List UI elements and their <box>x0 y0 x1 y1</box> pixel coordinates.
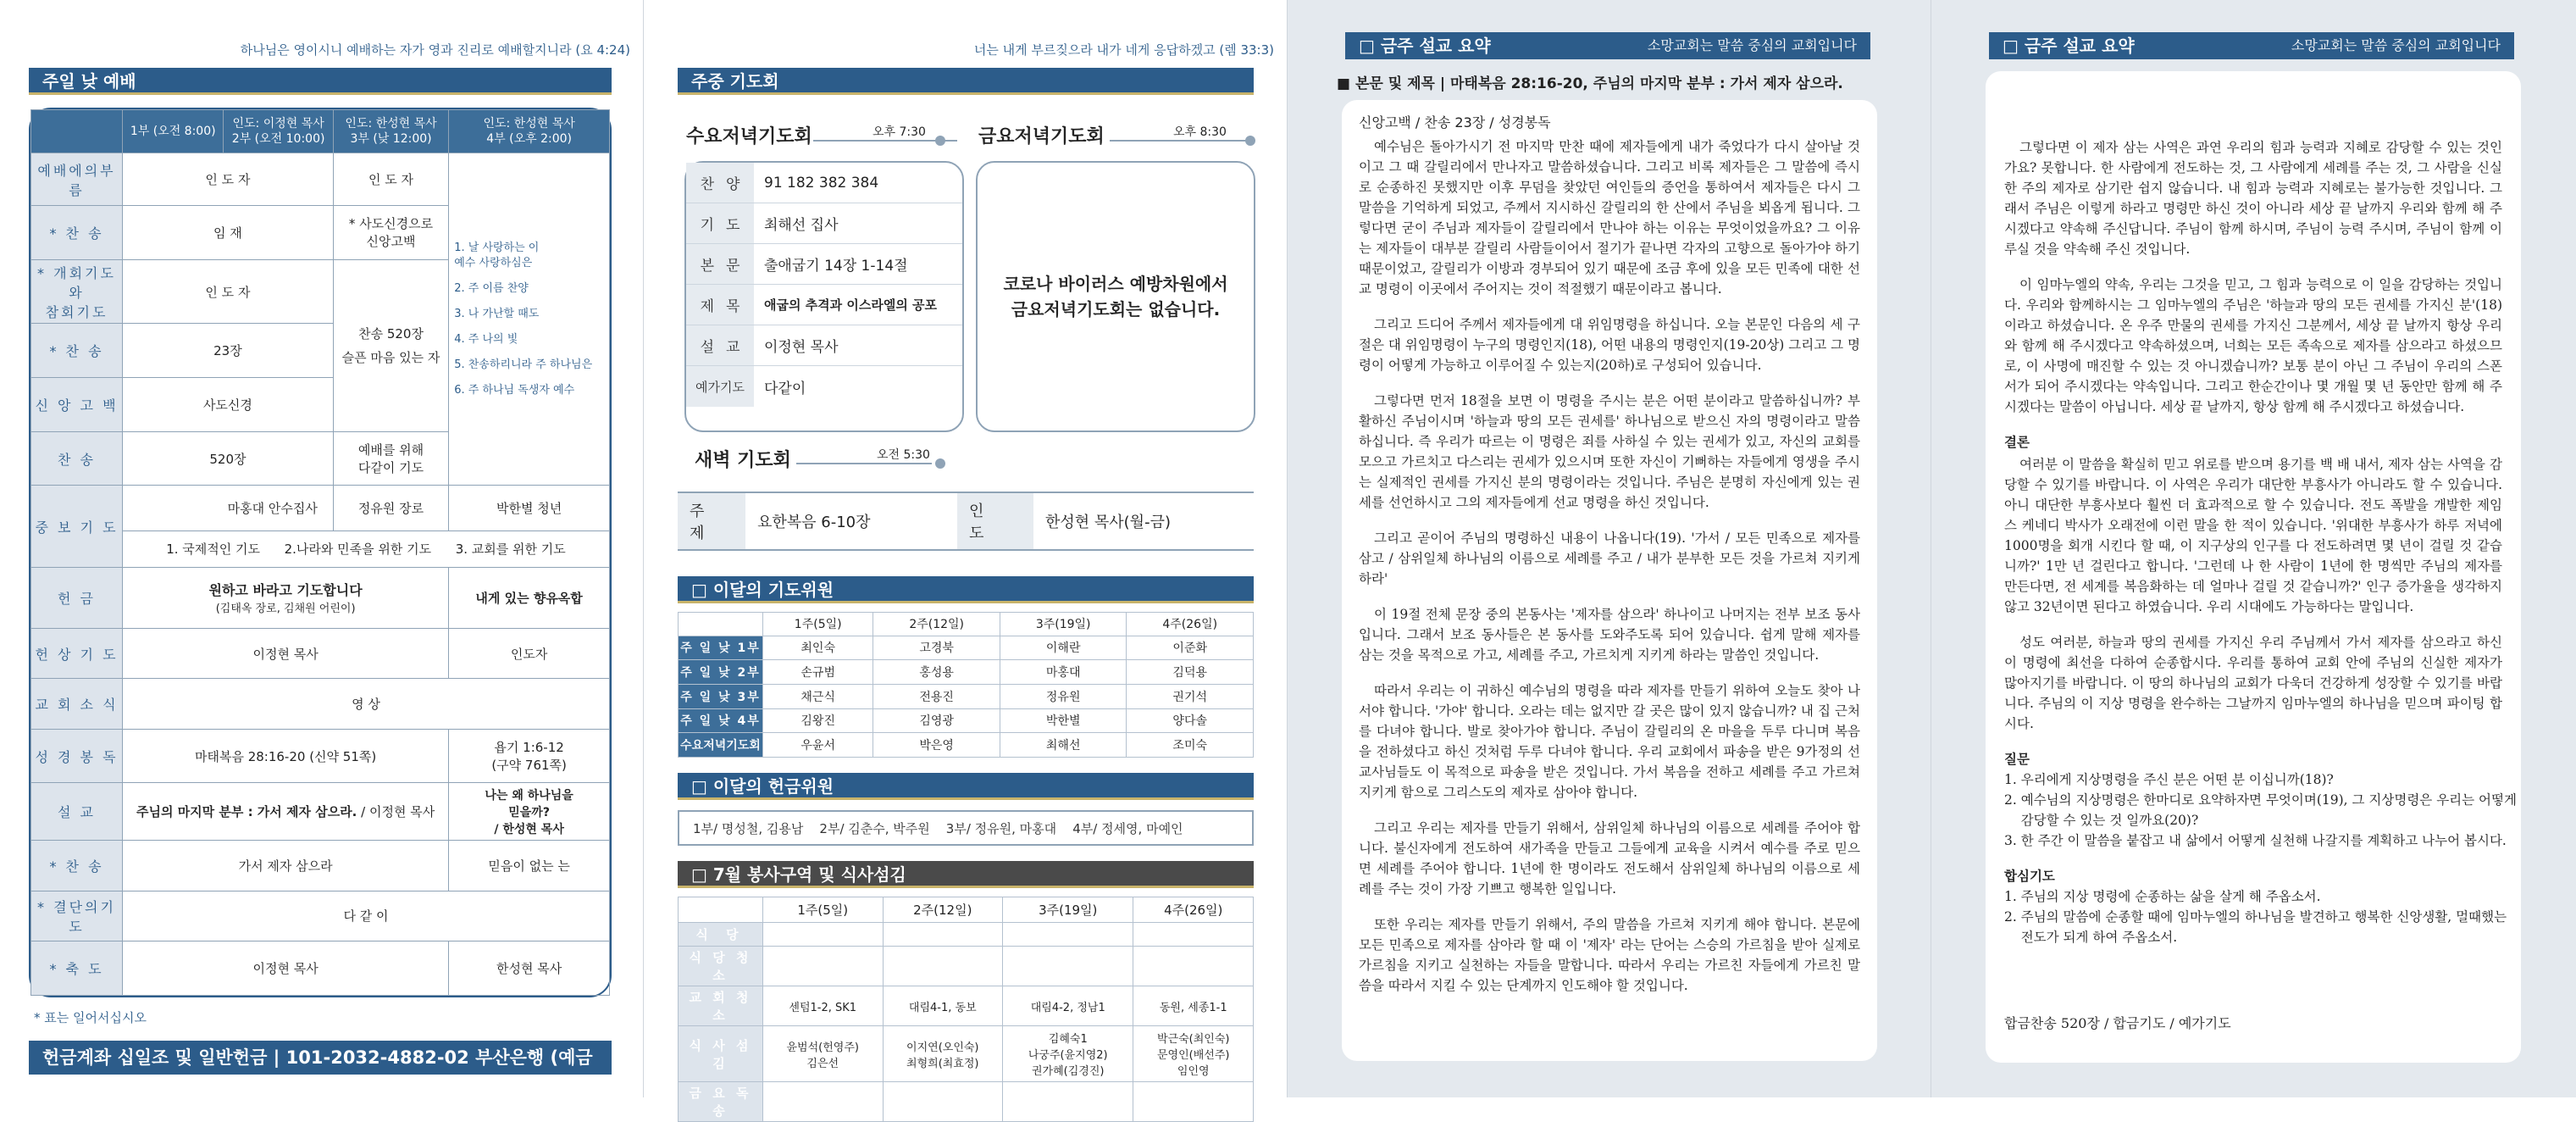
cell: 영 상 <box>123 679 610 730</box>
dawn-leader-label: 인 도 <box>957 493 1033 549</box>
sermon-paragraphs <box>2004 137 2517 947</box>
ph: 3주(19일) <box>1000 613 1127 636</box>
table-row <box>679 923 1254 947</box>
paragraph: 예수님은 돌아가시기 전 마지막 만찬 때에 제자들에게 내가 죽었다가 다시 살아날 것이고 그 때 갈릴리에서 만나자고 말씀하셨습니다. 그리고 비록 제자들은 그 말씀에 즉시로 순종하진 못했지만 이후 무덤을 찾았던 여인들의 증언을 통하여서 제자들은 다시 그 말씀을 기억하게 되었고, 주께서 지시하신 갈릴리의 한 산에서 주님을 뵈옵게 됩니다. 그렇다면 굳이 주님과 제자들이 갈릴리에서 만나야 하는 이유는 무엇이었을까요? 그 이유는 제자들이 대부분 갈릴리 사람들이어서 절기가 끝나면 각자의 고향으로 돌아가야 하기 때문이었고, 갈릴리가 이방과 경부되어 있기 때문에 조금 후에 있을 모든 민족에 대한 선교 명령이 이곳에서 주어지는 것이 적절했기 때문이라고 봅니다. <box>1359 139 1860 297</box>
cell: 인 도 자 <box>123 259 334 324</box>
closing-prayer: 2. 주님의 말씀에 순종할 때에 임마누엘의 하나님을 발견하고 행복한 신앙생활, 멀때했는 <box>2004 909 2507 925</box>
row-label: 헌 금 <box>31 567 123 628</box>
cell: 가서 제자 삼으라 <box>123 841 449 891</box>
offering-sub: (김태옥 장로, 김채원 어린이) <box>215 603 356 616</box>
fri-title: 금요저녁기도회 <box>978 126 1105 147</box>
sermon-header-motto: 소망교회는 말씀 중심의 교회입니다 <box>2291 37 2501 53</box>
cell: 박근숙(최인숙) 문영인(배선주) 임인영 <box>1133 1026 1254 1082</box>
row-label: * 찬 송 <box>31 205 123 259</box>
cell: 김영광 <box>873 708 1000 733</box>
sermon-title: 주님의 마지막 분부 : 가서 제자 삼으라. <box>136 804 357 820</box>
cell: 정유원 장로 <box>333 486 448 530</box>
cell: 나는 왜 하나님을 믿을까? / 한성현 목사 <box>449 783 610 841</box>
note: 6. 주 하나님 독생자 예수 <box>454 383 575 397</box>
wed-row <box>686 285 962 325</box>
table-row <box>679 1082 1254 1122</box>
sermon-header-title: □ 금주 설교 요약 <box>1359 36 1491 56</box>
ph: 4주(26일) <box>1127 613 1254 636</box>
row-label: * 개회기도와 참회기도 <box>31 259 123 324</box>
cell: 권기석 <box>1127 684 1254 708</box>
offering-hymn: 원하고 바라고 기도합니다 <box>208 582 363 599</box>
paragraph: 여러분 이 말씀을 확실히 믿고 위로를 받으며 용기를 백 배 내서, 제자 삼는 사역을 감당할 수 있기를 바랍니다. 이 사역은 우리가 대단한 부흥사가 아니라도 할 수 있습니다. 아니 대단한 부흥사보다 훨씬 더 효과적으로 할 수 있습니다. 전도 폭발을 개발한 제임스 케네디 박사가 오래전에 이런 말을 한 적이 있습니다. '위대한 부흥사가 하루 저녁에 1000명을 회개 시킨다 할 때, 이 지구상의 인구를 다 전도하려면 몇 년이 걸릴 것 같습니까?' 1만 년 걸린다고 합니다. '그런데 나 한 사람이 1년에 한 명씩만 주님의 제자를 만든다면, 전 세계를 복음화하는 데 얼마나 걸릴 것 같습니까?' 인구 증가율을 생각하지 않고 32년이면 된다고 하였습니다. 우리 시대에도 가능하다는 말입니다. <box>2004 457 2502 614</box>
dawn-dot <box>935 458 945 469</box>
conclusion-title: 결론 <box>2004 434 2030 450</box>
cell <box>1003 947 1133 986</box>
sermon-body-2 <box>1986 71 2521 1063</box>
fri-notice-box <box>976 161 1255 432</box>
row-label: 금 요 독 송 <box>679 1082 763 1122</box>
paragraph: 그리고 곧이어 주님의 명령하신 내용이 나옵니다(19). '가서 / 모든 민족으로 제자를 삼고 / 삼위일체 하나님의 이름으로 세례를 주고 / 내가 분부한 모든 것을 가르쳐 지키게 하라' <box>1359 530 1860 586</box>
row-label: * 찬 송 <box>31 324 123 378</box>
cell: 23장 <box>123 324 334 378</box>
sermon-preacher: / 이정현 목사 <box>357 804 435 820</box>
wed-key: 설교 <box>686 325 754 365</box>
wed-row <box>686 244 962 285</box>
cell: 양다솔 <box>1127 708 1254 733</box>
wed-value: 이정현 목사 <box>764 339 839 356</box>
cell <box>1133 923 1254 947</box>
cell: 마홍대 <box>1000 660 1127 685</box>
panel-sermon-summary-2 <box>1931 0 2576 1097</box>
wed-value: 애굽의 추격과 이스라엘의 공포 <box>764 297 938 313</box>
paragraph: 그리고 우리는 제자를 만들기 위해서, 삼위일체 하나님의 이름으로 세례를 주어야 합니다. 불신자에게 전도하여 새가족을 만들고 그들에게 교육을 시켜서 예수를 주로 믿으면 세례를 주어야 합니다. 1년에 한 명이라도 전도해서 삼위일체 하나님의 이름으로 세례를 주는 것이 가장 기쁘고 행복한 일입니다. <box>1359 820 1860 897</box>
dawn-rule <box>796 463 932 464</box>
wed-row <box>686 325 962 366</box>
cell: 김혜숙1 나궁주(윤지영2) 권가혜(김경진) <box>1003 1026 1133 1082</box>
cell: 인 도 자 <box>333 153 448 206</box>
cell <box>883 947 1003 986</box>
row-label: 식 사 섬 김 <box>679 1026 763 1082</box>
cell: 전용진 <box>873 684 1000 708</box>
cell: * 사도신경으로 신앙고백 <box>333 205 448 259</box>
cell <box>883 1082 1003 1122</box>
service-table <box>678 897 1254 1119</box>
row-label: 교 회 청 소 <box>679 986 763 1026</box>
sh: 1주(5일) <box>763 897 884 923</box>
row-label: * 찬 송 <box>31 841 123 891</box>
paragraph: 그리고 드디어 주께서 제자들에게 대 위임명령을 하십니다. 오늘 본문인 다음의 세 구절은 대 위임명령이 누구의 명령인지(18), 어떤 내용의 명령인지(19-20상) 그리고 그 명령이 어떻게 가능하고 이루어질 수 있는지(20하)로 구성되어 있습니다. <box>1359 317 1860 373</box>
cell <box>1003 923 1133 947</box>
table-row <box>679 986 1254 1026</box>
row-label: 성 경 봉 독 <box>31 729 123 783</box>
panel-sermon-summary-1 <box>1288 0 1931 1097</box>
cell: 윤범석(헌영주) 김은선 <box>763 1026 884 1082</box>
paragraph: 이 19절 전체 문장 중의 본동사는 '제자를 삼으라' 하나이고 나머지는 전부 보조 동사입니다. 그래서 보조 동사들은 본 동사를 도와주도록 되어 있습니다. 쉽게 말해 제자를 삼는 것을 목적으로 가고, 세례를 주고, 가르치게 지키게 하라는 말씀인 것입니다. <box>1359 607 1860 663</box>
panel-prayer-meetings <box>644 0 1288 1119</box>
questions-title: 질문 <box>2004 751 2030 767</box>
cell <box>883 923 1003 947</box>
cell: 내게 있는 향유옥합 <box>449 567 610 628</box>
paragraph: 성도 여러분, 하늘과 땅의 권세를 가지신 우리 주님께서 가서 제자를 삼으라고 하신 이 명령에 최선을 다하여 순종합시다. 우리를 통하여 교회 안에 주님의 신실한 제자가 많아지기를 바랍니다. 이 땅의 하나님의 교회가 다욱더 건강하게 성장할 수 있기를 바랍니다. 주님의 이 지상 명령을 완수하는 그날까지 임마누엘의 하나님을 믿으며 파이팅 합시다. <box>2004 635 2502 731</box>
note: 3. 나 가난할 때도 <box>454 307 540 320</box>
service-title: □ 7월 봉사구역 및 식사섬김 <box>678 861 1254 888</box>
worship-order-table <box>29 108 612 997</box>
wed-row <box>686 163 962 203</box>
prayer-topics: 1. 국제적인 기도 2.나라와 민족을 위한 기도 3. 교회를 위한 기도 <box>123 530 610 567</box>
sermon-text-title: ■ 본문 및 제목 | 마태복음 28:16-20, 주님의 마지막 분부 : 가서 제자 삼으라. <box>1337 75 1843 92</box>
row-label: * 결단의기도 <box>31 891 123 941</box>
cell: 인 도 자 <box>123 153 334 206</box>
wed-key: 예가기도 <box>686 366 754 407</box>
cell: 채근식 <box>763 684 873 708</box>
cell: 마홍대 안수집사 <box>123 486 334 530</box>
wed-key: 본문 <box>686 244 754 284</box>
dawn-title: 새벽 기도회 <box>695 450 791 471</box>
cell: 임 재 <box>123 205 334 259</box>
cell-merged: 찬송 520장 슬픈 마음 있는 자 <box>333 259 448 431</box>
closing-prayer: 전도가 되게 하여 주옵소서. <box>2004 930 2178 945</box>
sermon-order: 신앙고백 / 찬송 23장 / 성경봉독 <box>1359 114 1551 131</box>
question: 1. 우리에게 지상명령을 주신 분은 어떤 분 이십니까(18)? <box>2004 772 2334 787</box>
sermon-header <box>1345 32 1870 59</box>
dawn-topic: 요한복음 6-10장 <box>757 514 871 531</box>
prayer-committee-table <box>678 612 1254 758</box>
cell: 예배를 위해 다같이 기도 <box>333 431 448 486</box>
row-label: 신 앙 고 백 <box>31 378 123 432</box>
question: 감당할 수 있는 것 일까요(20)? <box>2004 813 2199 828</box>
hymn-notes <box>449 153 610 486</box>
ph: 1주(5일) <box>763 613 873 636</box>
sermon-paragraphs <box>1359 136 1860 996</box>
wed-value: 91 182 382 384 <box>764 174 879 192</box>
table-row <box>679 636 1254 660</box>
wed-program-box <box>684 161 964 432</box>
wed-key: 기도 <box>686 203 754 243</box>
row-label: 식 당 청 소 <box>679 947 763 986</box>
worship-section-title: 주일 낮 예배 <box>29 68 612 95</box>
row-label: 주 일 낮 3부 <box>679 684 763 708</box>
wed-row <box>686 366 962 407</box>
note: 1. 날 사랑하는 이 예수 사랑하심은 <box>454 241 540 269</box>
sermon-header <box>1989 32 2514 59</box>
cell <box>1003 1082 1133 1122</box>
cell: 최해선 <box>1000 733 1127 758</box>
wed-time: 오후 7:30 <box>873 125 926 139</box>
fri-dot <box>1245 136 1255 146</box>
sermon-header-title: □ 금주 설교 요약 <box>2003 36 2135 56</box>
cell: 박은영 <box>873 733 1000 758</box>
scripture-quote: 너는 내게 부르짖으라 내가 네게 응답하겠고 (렘 33:3) <box>973 42 1274 58</box>
question: 3. 한 주간 이 말씀을 붙잡고 내 삶에서 어떻게 실천해 나갈지를 계획하고 나누어 봅시다. <box>2004 833 2507 848</box>
table-row <box>679 684 1254 708</box>
paragraph: 이 임마누엘의 약속, 우리는 그것을 믿고, 그 힘과 능력으로 이 일을 감당하는 것입니다. 우리와 함께하시는 그 임마누엘의 주님은 '하늘과 땅의 모든 권세를 가지신 분'(18)이라고 하셨습니다. 온 우주 만물의 권세를 가지신 그분께서, 세상 끝 날까지 항상 우리와 함께 해 주시겠다고 약속하셨으며, 너희는 모든 족속으로 제자를 삼으라고 하셨으므로, 이 사명에 매진할 수 있는 것 아니겠습니까? 보통 분이 아닌 그 주님이 우리의 스폰서가 되어 주시겠다는 약속입니다. 그리고 한순간이나 몇 개월 몇 년 동안만 함께 해 주시겠다는 말씀이 아닙니다. 세상 끝 날까지, 항상 함께 해 주시겠다고 하셨습니다. <box>2004 277 2502 414</box>
ph <box>679 613 763 636</box>
offering-cell <box>123 567 449 628</box>
cell: 다 같 이 <box>123 891 610 941</box>
cell: 마태복음 28:16-20 (신약 51쪽) <box>123 729 449 783</box>
fri-time: 오후 8:30 <box>1173 125 1227 139</box>
wed-value: 출애굽기 14장 1-14절 <box>764 258 908 275</box>
cell: 손규범 <box>763 660 873 685</box>
cell: 한성현 목사 <box>449 941 610 996</box>
table-row <box>679 1026 1254 1082</box>
cell: 우윤서 <box>763 733 873 758</box>
cell: 대림4-2, 정남1 <box>1003 986 1133 1026</box>
note: 5. 찬송하리니라 주 하나님은 <box>454 358 593 371</box>
scripture-quote: 하나님은 영이시니 예배하는 자가 영과 진리로 예배할지니라 (요 4:24) <box>240 42 630 58</box>
cell: 최인숙 <box>763 636 873 660</box>
cell: 정유원 <box>1000 684 1127 708</box>
row-label: 중 보 기 도 <box>31 486 123 567</box>
cell: 사도신경 <box>123 378 334 432</box>
cell: 김덕용 <box>1127 660 1254 685</box>
fri-notice: 코로나 바이러스 예방차원에서 금요저녁기도회는 없습니다. <box>1003 274 1228 319</box>
closing-prayer: 1. 주님의 지상 명령에 순종하는 삶을 살게 해 주옵소서. <box>2004 889 2321 904</box>
fri-rule <box>1110 140 1249 142</box>
wed-value: 다같이 <box>764 380 806 397</box>
prayer-committee-title: □ 이달의 기도위원 <box>678 576 1254 603</box>
wed-key: 찬양 <box>686 163 754 203</box>
panel-worship-order <box>0 0 644 1102</box>
weekday-prayer-title: 주중 기도회 <box>678 68 1254 95</box>
row-label: 찬 송 <box>31 431 123 486</box>
cell: 욥기 1:6-12 (구약 761쪽) <box>449 729 610 783</box>
sermon-body-1 <box>1342 100 1877 1061</box>
sermon-header-motto: 소망교회는 말씀 중심의 교회입니다 <box>1647 37 1857 53</box>
cell: 김왕진 <box>763 708 873 733</box>
paragraph: 그렇다면 이 제자 삼는 사역은 과연 우리의 힘과 능력과 지혜로 감당할 수 있는 것인가요? 못합니다. 한 사람에게 전도하는 것, 그 사람에게 세례를 주는 것, 그 사람을 신실한 주의 제자로 삼기란 쉽지 않습니다. 내 힘과 능력과 지혜로는 불가능한 것입니다. 그래서 주님은 이렇게 하라고 명령만 하신 것이 아니라 세상 끝 날까지 우리와 함께 해 주시겠다고 약속해 주신답니다. 주님이 함께 하시며, 주님이 능력 주시며, 주님이 함께 이루실 것을 약속해 주신 것입니다. <box>2004 140 2502 257</box>
row-label: 주 일 낮 4부 <box>679 708 763 733</box>
wed-dot <box>935 136 945 146</box>
wed-value: 최해선 집사 <box>764 217 839 234</box>
cell: 이해란 <box>1000 636 1127 660</box>
ph: 2주(12일) <box>873 613 1000 636</box>
cell <box>763 1082 884 1122</box>
paragraph: 또한 우리는 제자를 만들기 위해서, 주의 말씀을 가르쳐 지키게 해야 합니다. 본문에 모든 민족으로 제자를 삼아라 할 때 이 '제자' 라는 단어는 스승의 가르침을 받아 실제로 가르침을 지키고 실천하는 자들을 말합니다. 따라서 우리는 가르친 자들에게 가르친 말씀을 따라서 지킬 수 있는 단계까지 인도해야 할 것입니다. <box>1359 917 1860 993</box>
row-label: 수요저녁기도회 <box>679 733 763 758</box>
header-3: 인도: 한성현 목사 3부 (낮 12:00) <box>333 110 448 153</box>
paragraph: 따라서 우리는 이 귀하신 예수님의 명령을 따라 제자를 만들기 위하여 오늘도 찾아 나서야 합니다. '가야' 합니다. 오라는 데는 없지만 갈 곳은 많이 있지 않습니까? 내 집 근처를 다녀야 합니다. 발로 찾아가야 합니다. 주님이 갈릴리의 온 마을을 두루 다니며 복음을 전하셨다고 하신 것처럼 두루 다녀야 합니다. 우리 교회에서 파송을 받은 9가정의 선교사님들도 이 목적으로 파송을 받은 것입니다. 가서 복음을 전하고 세례를 주고 가르쳐 지키게 함으로 그리스도의 제자로 삼아야 합니다. <box>1359 683 1860 800</box>
dawn-box <box>678 492 1254 551</box>
paragraph: 그렇다면 먼저 18절을 보면 이 명령을 주시는 분은 어떤 분이라고 말씀하십니까? 부활하신 주님이시며 '하늘과 땅의 모든 권세를' 하나님으로 받으신 자의 명령이라고 말씀하십니다. 즉 우리가 따르는 이 명령은 죄를 사하실 수 있는 권세가 있고, 자신의 교회를 모으고 가르치고 다스리는 권세가 있으시며 또한 자신이 기뻐하는 자들에게 영생을 주시는 실제적인 권세를 가지신 분의 명령이라는 것입니다. 주님은 분명히 자신에게 있는 권세를 선언하시고 그의 제자들에게 선교 명령을 하신 것입니다. <box>1359 393 1860 510</box>
row-label: 주 일 낮 1부 <box>679 636 763 660</box>
header-blank <box>31 110 123 153</box>
wed-row <box>686 203 962 244</box>
offering-committee: 1부/ 명성철, 김용남 2부/ 김춘수, 박주원 3부/ 정유원, 마홍대 4부/ 정세영, 마예인 <box>678 810 1254 846</box>
cell <box>1133 947 1254 986</box>
row-label: 식 당 <box>679 923 763 947</box>
closing-title: 합심기도 <box>2004 868 2055 884</box>
cell: 센텀1-2, SK1 <box>763 986 884 1026</box>
cell: 박한별 청년 <box>449 486 610 530</box>
sh: 2주(12일) <box>883 897 1003 923</box>
wed-title: 수요저녁기도회 <box>686 126 812 147</box>
cell <box>1133 1082 1254 1122</box>
cell: 박한별 <box>1000 708 1127 733</box>
offering-account: 헌금계좌 십일조 및 일반헌금 | 101-2032-4882-02 부산은행 (예금주:소망교회) <box>29 1041 612 1075</box>
cell: 홍성용 <box>873 660 1000 685</box>
note: 4. 주 나의 빛 <box>454 332 518 346</box>
row-label: 헌 상 기 도 <box>31 628 123 679</box>
dawn-leader: 한성현 목사(월-금) <box>1045 514 1171 531</box>
sh <box>679 897 763 923</box>
table-row <box>679 660 1254 685</box>
table-row <box>679 947 1254 986</box>
cell: 이지연(오인숙) 최형희(최효정) <box>883 1026 1003 1082</box>
header-2: 인도: 이정현 목사 2부 (오전 10:00) <box>224 110 333 153</box>
sh: 4주(26일) <box>1133 897 1254 923</box>
row-label: 설 교 <box>31 783 123 841</box>
cell: 믿음이 없는 는 <box>449 841 610 891</box>
closing-footer: 합금찬송 520장 / 합금기도 / 예가기도 <box>2004 1015 2231 1031</box>
dawn-topic-label: 주 제 <box>678 493 745 549</box>
table-row <box>679 733 1254 758</box>
header-4: 인도: 한성현 목사 4부 (오후 2:00) <box>449 110 610 153</box>
question: 2. 예수님의 지상명령은 한마디로 요약하자면 무엇이며(19), 그 지상명령은 우리는 어떻게 <box>2004 792 2517 808</box>
row-label: * 축 도 <box>31 941 123 996</box>
dawn-time: 오전 5:30 <box>877 448 930 462</box>
standing-note: * 표는 일어서십시오 <box>34 1010 147 1025</box>
cell: 이준화 <box>1127 636 1254 660</box>
cell: 이정현 목사 <box>123 628 449 679</box>
offering-committee-title: □ 이달의 헌금위원 <box>678 773 1254 800</box>
cell: 인도자 <box>449 628 610 679</box>
cell: 이정현 목사 <box>123 941 449 996</box>
cell: 조미숙 <box>1127 733 1254 758</box>
cell: 520장 <box>123 431 334 486</box>
cell: 동원, 세종1-1 <box>1133 986 1254 1026</box>
table-row <box>679 708 1254 733</box>
sh: 3주(19일) <box>1003 897 1133 923</box>
note: 2. 주 이름 찬양 <box>454 281 529 295</box>
cell: 고경북 <box>873 636 1000 660</box>
sermon-cell <box>123 783 449 841</box>
row-label: 주 일 낮 2부 <box>679 660 763 685</box>
cell <box>763 947 884 986</box>
cell <box>763 923 884 947</box>
cell: 대림4-1, 동보 <box>883 986 1003 1026</box>
header-1: 1부 (오전 8:00) <box>123 110 224 153</box>
row-label: 예배에의부름 <box>31 153 123 206</box>
row-label: 교 회 소 식 <box>31 679 123 730</box>
wed-key: 제목 <box>686 285 754 325</box>
